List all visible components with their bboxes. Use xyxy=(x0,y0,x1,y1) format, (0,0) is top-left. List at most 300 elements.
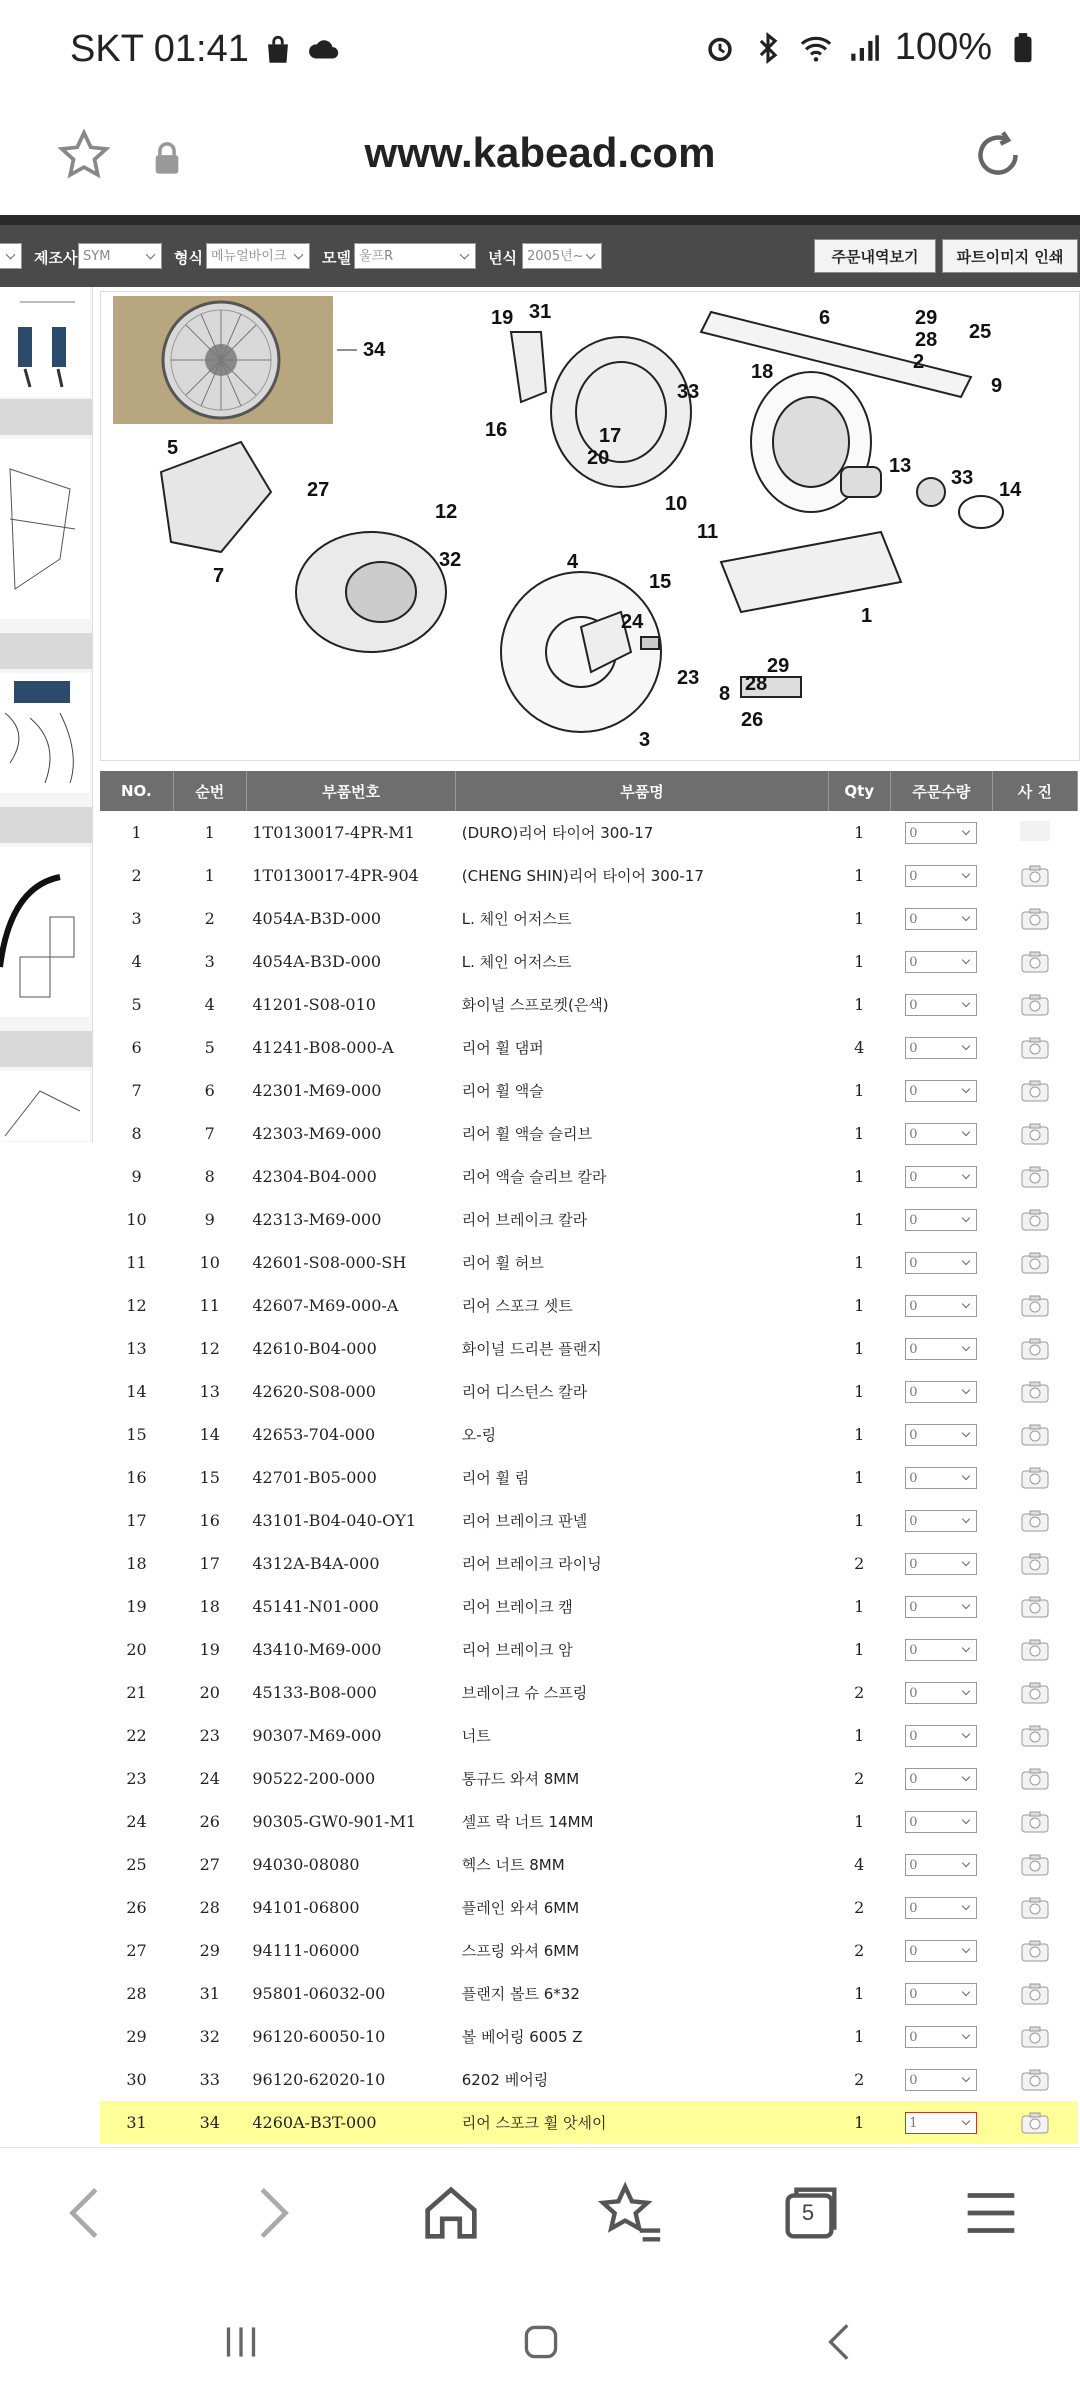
order-qty-select[interactable]: 0 xyxy=(905,1811,977,1833)
row-order-cell xyxy=(890,1413,992,1456)
col-seq: 순번 xyxy=(173,771,246,811)
address-bar xyxy=(0,105,1080,215)
callout-7: 7 xyxy=(213,565,225,587)
sidebar-thumb-1[interactable] xyxy=(0,287,90,397)
maker-select[interactable]: SYM xyxy=(78,243,162,269)
row-part-name: 볼 베어링 6005 Z xyxy=(461,2028,583,2046)
callout-17: 17 xyxy=(599,425,622,447)
camera-icon[interactable] xyxy=(1020,1165,1050,1189)
row-no: 12 xyxy=(126,1296,147,1315)
back-icon[interactable] xyxy=(52,2178,122,2248)
row-order-cell xyxy=(890,1800,992,1843)
row-photo-cell xyxy=(992,2101,1077,2144)
order-qty-select[interactable]: 0 xyxy=(905,1166,977,1188)
row-seq: 27 xyxy=(199,1855,220,1874)
order-qty-select[interactable]: 0 xyxy=(905,1639,977,1661)
row-part-name: 리어 휠 액슬 슬리브 xyxy=(461,1125,592,1143)
callout-29: 29 xyxy=(915,307,938,329)
row-part-number: 90307-M69-000 xyxy=(252,1726,382,1745)
row-seq: 19 xyxy=(199,1640,220,1659)
browser-nav-bar xyxy=(0,2147,1080,2278)
print-image-button[interactable]: 파트이미지 인쇄 xyxy=(942,239,1078,273)
row-order-cell xyxy=(890,897,992,940)
row-order-cell xyxy=(890,1714,992,1757)
table-row xyxy=(100,1800,1078,1843)
row-no: 18 xyxy=(126,1554,147,1573)
row-part-name: 셀프 락 너트 14MM xyxy=(461,1813,594,1831)
callout-11: 11 xyxy=(697,521,719,543)
row-photo-cell xyxy=(992,1112,1077,1155)
camera-icon[interactable] xyxy=(1020,2025,1050,2049)
camera-icon[interactable] xyxy=(1020,1982,1050,2006)
camera-icon[interactable] xyxy=(1020,1638,1050,1662)
sidebar-band-2 xyxy=(0,633,92,669)
system-back-icon[interactable] xyxy=(816,2317,866,2367)
row-seq: 11 xyxy=(199,1296,220,1315)
type-select[interactable]: 메뉴얼바이크 xyxy=(206,243,310,269)
row-part-name: 리어 스포크 휠 앗세이 xyxy=(456,2101,829,2144)
camera-icon[interactable] xyxy=(1020,1337,1050,1361)
row-no: 7 xyxy=(131,1081,142,1100)
row-seq: 15 xyxy=(199,1468,220,1487)
order-qty-select[interactable]: 0 xyxy=(905,865,977,887)
sidebar-thumb-4[interactable] xyxy=(0,847,90,1017)
callout-28b: 28 xyxy=(745,673,768,695)
row-no: 28 xyxy=(126,1984,147,2003)
row-order-cell xyxy=(890,1585,992,1628)
camera-icon[interactable] xyxy=(1020,907,1050,931)
order-qty-select[interactable]: 0 xyxy=(905,1768,977,1790)
table-row xyxy=(100,1327,1078,1370)
row-part-number: 42653-704-000 xyxy=(252,1425,376,1444)
row-order-cell xyxy=(890,1628,992,1671)
wheel-photo xyxy=(163,302,279,418)
row-part-name: (DURO)리어 타이어 300-17 xyxy=(461,824,654,842)
callout-32: 32 xyxy=(439,549,462,571)
row-order-cell xyxy=(890,1284,992,1327)
system-nav-bar xyxy=(0,2277,1080,2400)
sidebar-thumb-5[interactable] xyxy=(0,1071,90,1141)
camera-icon[interactable] xyxy=(1020,993,1050,1017)
table-row xyxy=(100,983,1078,1026)
row-part-number: 43101-B04-040-OY1 xyxy=(252,1511,417,1530)
camera-icon[interactable] xyxy=(1020,1208,1050,1232)
order-qty-select[interactable]: 0 xyxy=(905,822,977,844)
col-part-number: 부품번호 xyxy=(246,771,455,811)
row-no: 4 xyxy=(131,952,142,971)
row-part-number: 42303-M69-000 xyxy=(252,1124,382,1143)
row-order-cell xyxy=(890,1972,992,2015)
row-no: 2 xyxy=(131,866,142,885)
row-part-name: 리어 스포크 셋트 xyxy=(461,1297,573,1315)
row-seq: 16 xyxy=(199,1511,220,1530)
frame-parts-icon xyxy=(0,439,90,619)
row-part-name: 헥스 너트 8MM xyxy=(461,1856,565,1874)
row-seq: 2 xyxy=(204,909,215,928)
row-order-cell xyxy=(890,1241,992,1284)
row-qty: 1 xyxy=(854,1726,865,1745)
row-part-name: 통규드 와셔 8MM xyxy=(461,1770,580,1788)
alarm-icon xyxy=(703,31,737,65)
row-seq: 32 xyxy=(199,2027,220,2046)
row-no: 16 xyxy=(126,1468,147,1487)
camera-icon[interactable] xyxy=(1020,1251,1050,1275)
callout-9: 9 xyxy=(991,375,1003,397)
callout-20: 20 xyxy=(587,447,610,469)
row-seq: 6 xyxy=(204,1081,215,1100)
row-order-cell xyxy=(890,1026,992,1069)
order-qty-select[interactable]: 0 xyxy=(905,2026,977,2048)
row-photo-cell xyxy=(992,1757,1077,1800)
maker-label: 제조사 xyxy=(34,249,78,267)
row-part-number: 96120-62020-10 xyxy=(252,2070,386,2089)
row-no: 9 xyxy=(131,1167,142,1186)
row-qty: 1 xyxy=(854,866,865,885)
callout-12: 12 xyxy=(435,501,458,523)
camera-icon[interactable] xyxy=(1020,1810,1050,1834)
row-part-number: 42304-B04-000 xyxy=(252,1167,377,1186)
row-part-number: 4260A-B3T-000 xyxy=(246,2101,455,2144)
row-qty: 1 xyxy=(854,1296,865,1315)
row-part-name: 리어 브레이크 암 xyxy=(461,1641,573,1659)
row-part-name: 화이널 드리븐 플랜지 xyxy=(461,1340,602,1358)
order-qty-select[interactable]: 0 xyxy=(905,1080,977,1102)
camera-icon[interactable] xyxy=(1020,1380,1050,1404)
row-order-cell xyxy=(890,1327,992,1370)
row-no: 14 xyxy=(126,1382,147,1401)
order-qty-select[interactable]: 0 xyxy=(905,1553,977,1575)
table-row xyxy=(100,2015,1078,2058)
table-row xyxy=(100,1972,1078,2015)
callout-4: 4 xyxy=(567,551,579,573)
sidebar-thumb-3[interactable] xyxy=(0,673,90,793)
row-photo-cell xyxy=(992,1628,1077,1671)
wiring-parts-icon xyxy=(0,673,90,793)
row-part-number: 94030-08080 xyxy=(252,1855,360,1874)
year-label: 년식 xyxy=(488,249,517,267)
row-part-name: L. 체인 어저스트 xyxy=(461,953,572,971)
row-qty: 1 xyxy=(854,1597,865,1616)
callout-25: 25 xyxy=(969,321,992,343)
row-qty: 1 xyxy=(854,1382,865,1401)
row-seq: 28 xyxy=(199,1898,220,1917)
row-part-name: 브레이크 슈 스프링 xyxy=(461,1684,588,1702)
row-qty: 2 xyxy=(854,2070,865,2089)
row-part-number: 42610-B04-000 xyxy=(252,1339,377,1358)
camera-icon[interactable] xyxy=(1020,1724,1050,1748)
row-no: 11 xyxy=(126,1253,147,1272)
order-qty-select[interactable]: 0 xyxy=(905,2069,977,2091)
row-part-name: 리어 휠 댐퍼 xyxy=(461,1039,544,1057)
camera-icon[interactable] xyxy=(1020,1079,1050,1103)
row-part-name: 너트 xyxy=(461,1727,491,1745)
callout-18: 18 xyxy=(751,361,774,383)
row-no: 15 xyxy=(126,1425,147,1444)
table-row xyxy=(100,1499,1078,1542)
row-no: 13 xyxy=(126,1339,147,1358)
row-photo-cell xyxy=(992,1972,1077,2015)
row-order-cell xyxy=(890,1198,992,1241)
callout-23: 23 xyxy=(677,667,700,689)
row-seq: 18 xyxy=(199,1597,220,1616)
forward-icon[interactable] xyxy=(236,2178,306,2248)
row-qty: 1 xyxy=(854,1167,865,1186)
row-part-name: 리어 액슬 슬리브 칼라 xyxy=(461,1168,607,1186)
row-no: 30 xyxy=(126,2070,147,2089)
camera-icon[interactable] xyxy=(1020,1423,1050,1447)
home-icon[interactable] xyxy=(416,2178,486,2248)
row-order-cell xyxy=(890,983,992,1026)
camera-icon[interactable] xyxy=(1020,1939,1050,1963)
row-part-name: 리어 브레이크 캠 xyxy=(461,1598,573,1616)
order-qty-select[interactable]: 1 xyxy=(905,2112,977,2134)
body-parts-icon xyxy=(0,1071,90,1141)
battery-percent: 100% xyxy=(894,26,992,68)
row-qty: 1 xyxy=(854,1081,865,1100)
order-qty-select[interactable]: 0 xyxy=(905,994,977,1016)
row-photo-cell xyxy=(992,2015,1077,2058)
row-part-name: (CHENG SHIN)리어 타이어 300-17 xyxy=(461,867,704,885)
bookmarks-icon[interactable] xyxy=(596,2178,666,2248)
sidebar-band-4 xyxy=(0,1031,92,1067)
filter-toolbar xyxy=(0,225,1080,287)
order-qty-select[interactable]: 0 xyxy=(905,1983,977,2005)
row-seq: 13 xyxy=(199,1382,220,1401)
row-photo-cell xyxy=(992,811,1077,854)
home-button-icon[interactable] xyxy=(516,2317,566,2367)
recent-apps-icon[interactable] xyxy=(216,2317,266,2367)
order-qty-select[interactable]: 0 xyxy=(905,908,977,930)
row-seq: 8 xyxy=(204,1167,215,1186)
type-label: 형식 xyxy=(174,249,203,267)
callout-27: 27 xyxy=(307,479,330,501)
cable-parts-icon xyxy=(0,847,90,1017)
order-qty-select[interactable]: 0 xyxy=(905,1897,977,1919)
order-qty-select[interactable]: 0 xyxy=(905,951,977,973)
row-photo-cell xyxy=(992,1284,1077,1327)
row-order-cell xyxy=(890,1069,992,1112)
model-label: 모델 xyxy=(322,249,351,267)
order-qty-select[interactable]: 0 xyxy=(905,1252,977,1274)
row-qty: 1 xyxy=(854,1468,865,1487)
row-seq: 33 xyxy=(199,2070,220,2089)
signal-icon xyxy=(847,31,881,65)
camera-icon[interactable] xyxy=(1020,1122,1050,1146)
model-select[interactable]: 울프R xyxy=(354,243,476,269)
row-qty: 1 xyxy=(854,952,865,971)
row-no: 23 xyxy=(126,1769,147,1788)
row-seq: 3 xyxy=(204,952,215,971)
row-part-number: 42301-M69-000 xyxy=(252,1081,382,1100)
camera-icon[interactable] xyxy=(1020,1853,1050,1877)
order-qty-select[interactable]: 0 xyxy=(905,1725,977,1747)
order-qty-select[interactable]: 0 xyxy=(905,1596,977,1618)
order-qty-select[interactable]: 0 xyxy=(905,1424,977,1446)
partial-select[interactable] xyxy=(0,243,22,269)
row-part-name: 6202 베어링 xyxy=(461,2071,549,2089)
callout-1: 1 xyxy=(861,605,873,627)
parts-table xyxy=(100,771,1078,2187)
row-photo-cell xyxy=(992,1714,1077,1757)
camera-icon[interactable] xyxy=(1020,2111,1050,2135)
order-qty-select[interactable]: 0 xyxy=(905,1940,977,1962)
row-photo-cell xyxy=(992,1198,1077,1241)
row-no: 5 xyxy=(131,995,142,1014)
order-history-button[interactable]: 주문내역보기 xyxy=(814,239,936,273)
camera-icon[interactable] xyxy=(1020,2068,1050,2092)
row-photo-cell xyxy=(992,983,1077,1026)
row-no: 20 xyxy=(126,1640,147,1659)
row-part-number: 94111-06000 xyxy=(252,1941,360,1960)
row-part-name: 리어 브레이크 라이닝 xyxy=(461,1555,602,1573)
row-order-cell xyxy=(890,2058,992,2101)
page-top-border xyxy=(0,215,1080,225)
order-qty-select[interactable]: 0 xyxy=(905,1338,977,1360)
callout-33b: 33 xyxy=(951,467,974,489)
table-row xyxy=(100,1843,1078,1886)
row-part-number: 42701-B05-000 xyxy=(252,1468,377,1487)
url-text[interactable]: www.kabead.com xyxy=(364,129,716,176)
row-part-number: 41241-B08-000-A xyxy=(252,1038,394,1057)
row-no: 19 xyxy=(126,1597,147,1616)
callout-24: 24 xyxy=(621,611,644,633)
callout-28: 28 xyxy=(915,329,938,351)
col-qty: Qty xyxy=(828,771,890,811)
camera-icon[interactable] xyxy=(1020,1896,1050,1920)
order-qty-select[interactable]: 0 xyxy=(905,1037,977,1059)
order-qty-select[interactable]: 0 xyxy=(905,1682,977,1704)
row-no: 24 xyxy=(126,1812,147,1831)
table-row xyxy=(100,811,1078,854)
row-qty: 1 xyxy=(854,995,865,1014)
order-qty-select[interactable]: 0 xyxy=(905,1854,977,1876)
row-no: 8 xyxy=(131,1124,142,1143)
row-part-number: 42601-S08-000-SH xyxy=(252,1253,407,1272)
row-seq: 4 xyxy=(204,995,215,1014)
row-no: 25 xyxy=(126,1855,147,1874)
row-order-cell xyxy=(890,1155,992,1198)
row-qty: 1 xyxy=(854,2027,865,2046)
row-qty: 1 xyxy=(854,1640,865,1659)
row-photo-cell xyxy=(992,1800,1077,1843)
row-photo-cell xyxy=(992,1241,1077,1284)
row-photo-cell xyxy=(992,1671,1077,1714)
menu-icon[interactable] xyxy=(956,2178,1026,2248)
row-photo-cell xyxy=(992,1843,1077,1886)
camera-icon[interactable] xyxy=(1020,1552,1050,1576)
row-part-name: 플레인 와셔 6MM xyxy=(461,1899,580,1917)
camera-icon[interactable] xyxy=(1020,1681,1050,1705)
camera-icon[interactable] xyxy=(1020,950,1050,974)
row-no: 3 xyxy=(131,909,142,928)
camera-icon[interactable] xyxy=(1020,1036,1050,1060)
camera-icon[interactable] xyxy=(1020,1466,1050,1490)
row-no: 26 xyxy=(126,1898,147,1917)
reload-icon[interactable] xyxy=(968,125,1028,185)
callout-10: 10 xyxy=(665,493,688,515)
table-row xyxy=(100,1456,1078,1499)
row-qty: 1 xyxy=(854,1253,865,1272)
category-sidebar xyxy=(0,287,93,1142)
col-no: NO. xyxy=(100,771,173,811)
row-order-cell xyxy=(890,1370,992,1413)
table-row xyxy=(100,1628,1078,1671)
camera-icon[interactable] xyxy=(1020,864,1050,888)
table-row xyxy=(100,1542,1078,1585)
row-seq: 7 xyxy=(204,1124,215,1143)
row-photo-cell xyxy=(992,1585,1077,1628)
row-qty: 1 xyxy=(854,1124,865,1143)
row-part-name: 리어 휠 림 xyxy=(461,1469,530,1487)
row-part-number: 42620-S08-000 xyxy=(252,1382,376,1401)
table-row xyxy=(100,1155,1078,1198)
camera-icon[interactable] xyxy=(1020,1294,1050,1318)
table-row xyxy=(100,2058,1078,2101)
row-seq: 1 xyxy=(204,866,215,885)
row-qty: 1 xyxy=(854,1812,865,1831)
callout-26: 26 xyxy=(741,709,764,731)
sidebar-thumb-2[interactable] xyxy=(0,439,90,619)
row-qty: 2 xyxy=(854,1769,865,1788)
camera-icon[interactable] xyxy=(1020,1595,1050,1619)
order-qty-select[interactable]: 0 xyxy=(905,1295,977,1317)
table-row xyxy=(100,2101,1078,2144)
callout-15: 15 xyxy=(649,571,672,593)
row-seq: 23 xyxy=(199,1726,220,1745)
camera-icon[interactable] xyxy=(1020,1509,1050,1533)
order-qty-select[interactable]: 0 xyxy=(905,1467,977,1489)
row-qty: 1 xyxy=(854,1425,865,1444)
row-seq: 34 xyxy=(173,2101,246,2144)
row-order-cell xyxy=(890,940,992,983)
row-order-cell xyxy=(890,1671,992,1714)
year-select[interactable]: 2005년~ xyxy=(522,243,602,269)
row-qty: 1 xyxy=(854,1984,865,2003)
row-qty: 4 xyxy=(854,1038,865,1057)
row-seq: 24 xyxy=(199,1769,220,1788)
order-qty-select[interactable]: 0 xyxy=(905,1510,977,1532)
table-row xyxy=(100,1671,1078,1714)
row-seq: 14 xyxy=(199,1425,220,1444)
table-row xyxy=(100,1370,1078,1413)
row-seq: 1 xyxy=(204,823,215,842)
row-order-cell xyxy=(890,1542,992,1585)
no-photo-placeholder xyxy=(1020,821,1050,841)
row-photo-cell xyxy=(992,1499,1077,1542)
order-qty-select[interactable]: 0 xyxy=(905,1381,977,1403)
row-order-cell xyxy=(890,1886,992,1929)
row-no: 22 xyxy=(126,1726,147,1745)
callout-33a: 33 xyxy=(677,381,700,403)
camera-icon[interactable] xyxy=(1020,1767,1050,1791)
table-row xyxy=(100,940,1078,983)
row-qty: 2 xyxy=(854,1554,865,1573)
row-part-name: 화이널 스프로켓(은색) xyxy=(461,996,609,1014)
tabs-button[interactable] xyxy=(776,2178,846,2248)
row-part-name: 리어 브레이크 칼라 xyxy=(461,1211,588,1229)
callout-31: 31 xyxy=(529,301,552,323)
order-qty-select[interactable]: 0 xyxy=(905,1123,977,1145)
order-qty-select[interactable]: 0 xyxy=(905,1209,977,1231)
row-seq: 26 xyxy=(199,1812,220,1831)
row-no: 29 xyxy=(126,2027,147,2046)
row-no: 6 xyxy=(131,1038,142,1057)
row-order-cell xyxy=(890,2101,992,2144)
row-part-number: 90522-200-000 xyxy=(252,1769,376,1788)
row-seq: 5 xyxy=(204,1038,215,1057)
row-qty: 1 xyxy=(854,1511,865,1530)
row-order-cell xyxy=(890,1499,992,1542)
